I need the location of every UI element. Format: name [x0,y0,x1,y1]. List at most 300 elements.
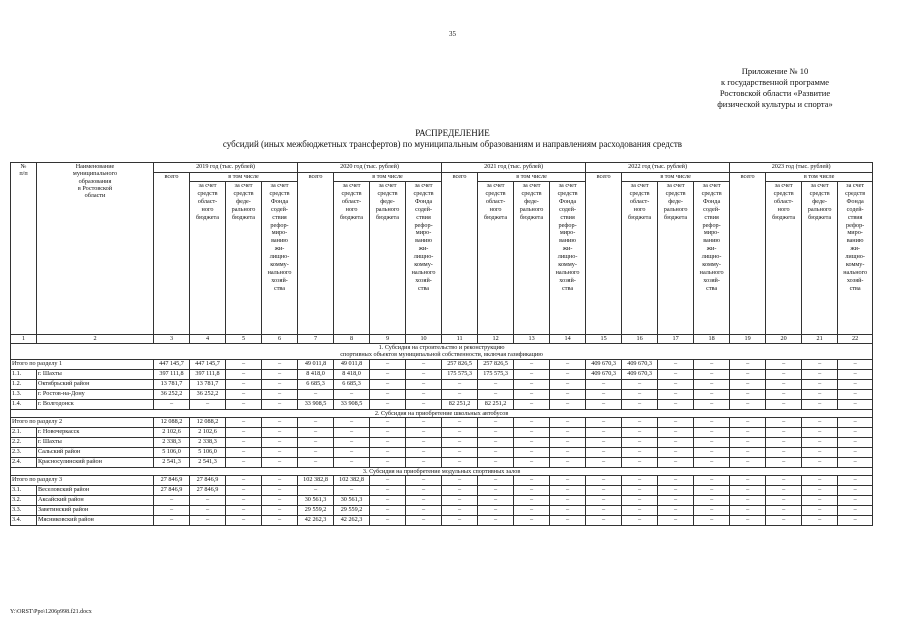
value-cell: – [550,506,586,516]
value-cell: – [766,437,802,447]
value-cell: – [838,427,873,437]
value-cell: – [622,427,658,437]
value-cell: – [802,427,838,437]
section-total-row [11,476,873,486]
value-cell: – [406,399,442,409]
header-incl: в том числе [478,173,586,182]
header-row-years [11,163,873,173]
value-cell: – [838,476,873,486]
section-total-row [11,359,873,369]
header-federal: за счет средств феде- рального бюджета [658,182,694,335]
value-cell: – [658,486,694,496]
value-cell: – [694,399,730,409]
header-total: всего [154,173,190,335]
value-cell: – [730,516,766,526]
value-cell: – [370,506,406,516]
col-number: 9 [370,335,406,344]
table-row [11,437,873,447]
value-cell: – [298,389,334,399]
value-cell: – [622,447,658,457]
value-cell: – [334,437,370,447]
value-cell: – [658,476,694,486]
header-fund: за счет средств Фонда содей- ствия рефор- миро- ванию жи- лищно- комму- нального хозяй- ства [262,182,298,335]
title-sub: субсидий (иных межбюджетных трансфертов) по муниципальным образованиям и направлениям расходования средств [222,139,683,149]
value-cell: – [406,447,442,457]
value-cell: – [550,496,586,506]
value-cell: – [622,457,658,467]
value-cell: – [658,427,694,437]
value-cell: – [766,476,802,486]
value-cell: – [694,417,730,427]
value-cell: – [514,389,550,399]
value-cell: 447 145,7 [154,359,190,369]
row-number: 1.3. [11,389,37,399]
value-cell: – [730,379,766,389]
value-cell: – [226,359,262,369]
value-cell: – [262,437,298,447]
value-cell: – [730,427,766,437]
col-number: 14 [550,335,586,344]
header-total: всего [298,173,334,335]
value-cell: – [226,496,262,506]
value-cell: – [550,417,586,427]
col-number: 21 [802,335,838,344]
value-cell: 13 781,7 [154,379,190,389]
value-cell: 5 106,0 [154,447,190,457]
value-cell: – [406,486,442,496]
value-cell: – [766,379,802,389]
value-cell: – [766,496,802,506]
value-cell: – [262,369,298,379]
value-cell: – [406,359,442,369]
value-cell: 27 846,9 [154,476,190,486]
value-cell: – [586,516,622,526]
title-main: РАСПРЕДЕЛЕНИЕ [415,128,490,138]
value-cell: – [406,369,442,379]
value-cell: – [694,496,730,506]
value-cell: – [478,476,514,486]
value-cell: – [226,437,262,447]
value-cell: – [658,457,694,467]
value-cell: – [694,379,730,389]
value-cell: – [550,476,586,486]
value-cell: – [766,427,802,437]
value-cell: 30 561,3 [334,496,370,506]
value-cell: – [478,437,514,447]
value-cell: – [334,417,370,427]
value-cell: – [298,417,334,427]
value-cell: – [226,476,262,486]
value-cell: 27 846,9 [154,486,190,496]
header-year: 2021 год (тыс. рублей) [442,163,586,173]
value-cell: – [298,437,334,447]
value-cell: – [226,516,262,526]
value-cell: – [658,359,694,369]
value-cell: – [478,417,514,427]
value-cell: – [730,369,766,379]
header-total: всего [586,173,622,335]
value-cell: – [406,476,442,486]
value-cell: – [694,457,730,467]
value-cell: – [766,506,802,516]
value-cell: – [334,447,370,457]
value-cell: – [442,437,478,447]
value-cell: – [838,486,873,496]
value-cell: – [622,437,658,447]
value-cell: – [586,486,622,496]
value-cell: 13 781,7 [190,379,226,389]
col-number: 13 [514,335,550,344]
value-cell: – [694,359,730,369]
value-cell: – [802,476,838,486]
value-cell: – [406,427,442,437]
row-number: 1.1. [11,369,37,379]
value-cell: – [370,476,406,486]
value-cell: – [550,379,586,389]
page-number: 35 [449,30,456,38]
value-cell: – [154,516,190,526]
value-cell: – [298,457,334,467]
value-cell: – [514,359,550,369]
value-cell: – [838,389,873,399]
value-cell: – [694,437,730,447]
value-cell: – [730,417,766,427]
table-row [11,399,873,409]
table-row [11,427,873,437]
table-row [11,516,873,526]
municipality-name: Мясниковский район [37,516,154,526]
value-cell: – [658,437,694,447]
value-cell: – [262,496,298,506]
header-year: 2022 год (тыс. рублей) [586,163,730,173]
value-cell: – [730,506,766,516]
header-federal: за счет средств феде- рального бюджета [226,182,262,335]
header-num: № п/п [11,163,37,335]
section-total-row [11,417,873,427]
value-cell: 2 102,6 [190,427,226,437]
value-cell: 2 102,6 [154,427,190,437]
value-cell: – [586,437,622,447]
value-cell: – [658,379,694,389]
value-cell: – [226,417,262,427]
col-number: 22 [838,335,873,344]
value-cell: – [190,496,226,506]
value-cell: – [694,389,730,399]
value-cell: – [154,399,190,409]
value-cell: – [442,417,478,427]
value-cell: – [406,506,442,516]
document-title [0,128,905,150]
header-year: 2023 год (тыс. рублей) [730,163,873,173]
value-cell: 102 382,8 [298,476,334,486]
value-cell: – [478,447,514,457]
value-cell: – [550,359,586,369]
value-cell: – [766,359,802,369]
row-number: 3.3. [11,506,37,516]
value-cell: 8 418,0 [334,369,370,379]
table-row [11,496,873,506]
value-cell: – [154,496,190,506]
value-cell: 2 541,3 [190,457,226,467]
value-cell: – [226,369,262,379]
section-total-label: Итого по разделу 1 [11,359,154,369]
value-cell: – [838,369,873,379]
value-cell: – [622,399,658,409]
value-cell: 2 338,3 [190,437,226,447]
value-cell: – [514,516,550,526]
section-title-row [11,409,873,417]
section-title-row [11,467,873,475]
value-cell: – [226,447,262,457]
appendix-note [690,66,860,110]
header-incl: в том числе [334,173,442,182]
value-cell: 8 418,0 [298,369,334,379]
value-cell: – [370,427,406,437]
value-cell: 257 826,5 [442,359,478,369]
value-cell: – [406,437,442,447]
value-cell: 30 561,3 [298,496,334,506]
value-cell: – [262,516,298,526]
value-cell: – [478,427,514,437]
value-cell: – [298,427,334,437]
value-cell: – [370,486,406,496]
col-number: 10 [406,335,442,344]
value-cell: 175 575,3 [442,369,478,379]
table-row [11,486,873,496]
col-number: 3 [154,335,190,344]
value-cell: – [838,516,873,526]
value-cell: – [406,496,442,506]
value-cell: 447 145,7 [190,359,226,369]
value-cell: – [370,359,406,369]
value-cell: – [514,486,550,496]
appendix-line-4: физической культуры и спорта» [717,99,833,109]
value-cell: – [730,359,766,369]
row-number: 2.1. [11,427,37,437]
header-federal: за счет средств феде- рального бюджета [514,182,550,335]
value-cell: – [478,506,514,516]
section-title: 3. Субсидия на приобретение модульных спортивных залов [11,467,873,475]
value-cell: – [586,379,622,389]
value-cell: – [766,516,802,526]
value-cell: – [730,457,766,467]
value-cell: – [190,516,226,526]
value-cell: – [514,447,550,457]
value-cell: – [514,399,550,409]
col-number: 18 [694,335,730,344]
value-cell: – [334,486,370,496]
value-cell: 257 826,5 [478,359,514,369]
table-row [11,389,873,399]
header-federal: за счет средств феде- рального бюджета [802,182,838,335]
header-year: 2020 год (тыс. рублей) [298,163,442,173]
value-cell: – [550,437,586,447]
value-cell: 29 559,2 [334,506,370,516]
value-cell: – [766,417,802,427]
value-cell: – [586,496,622,506]
appendix-line-1: Приложение № 10 [741,66,809,76]
value-cell: – [658,417,694,427]
col-number: 20 [766,335,802,344]
value-cell: – [406,457,442,467]
value-cell: – [586,399,622,409]
value-cell: – [514,369,550,379]
header-regional: за счет средств област- ного бюджета [190,182,226,335]
value-cell: 12 088,2 [154,417,190,427]
value-cell: – [622,486,658,496]
value-cell: – [694,486,730,496]
header-federal: за счет средств феде- рального бюджета [370,182,406,335]
value-cell: 6 685,3 [334,379,370,389]
value-cell: – [694,506,730,516]
value-cell: – [262,359,298,369]
value-cell: – [262,417,298,427]
table-row [11,506,873,516]
value-cell: – [586,506,622,516]
value-cell: – [694,447,730,457]
value-cell: – [406,379,442,389]
value-cell: 409 670,3 [622,359,658,369]
header-fund: за счет средств Фонда содей- ствия рефор- миро- ванию жи- лищно- комму- нального хозяй- ства [550,182,586,335]
value-cell: – [838,506,873,516]
value-cell: 102 382,8 [334,476,370,486]
value-cell: 409 670,3 [586,359,622,369]
col-number: 4 [190,335,226,344]
value-cell: – [550,369,586,379]
municipality-name: г. Волгодонск [37,399,154,409]
value-cell: – [226,457,262,467]
value-cell: – [622,506,658,516]
header-regional: за счет средств област- ного бюджета [622,182,658,335]
municipality-name: Аксайский район [37,496,154,506]
section-total-label: Итого по разделу 3 [11,476,154,486]
value-cell: – [334,389,370,399]
header-incl: в том числе [766,173,873,182]
value-cell: – [478,457,514,467]
value-cell: – [442,506,478,516]
col-number: 12 [478,335,514,344]
value-cell: – [550,389,586,399]
value-cell: – [226,486,262,496]
value-cell: – [802,359,838,369]
value-cell: – [550,447,586,457]
value-cell: 27 846,9 [190,476,226,486]
value-cell: – [586,457,622,467]
header-regional: за счет средств област- ного бюджета [478,182,514,335]
value-cell: – [802,457,838,467]
value-cell: – [370,369,406,379]
value-cell: – [190,506,226,516]
header-regional: за счет средств област- ного бюджета [766,182,802,335]
header-fund: за счет средств Фонда содей- ствия рефор- миро- ванию жи- лищно- комму- нального хозяй- ства [694,182,730,335]
value-cell: – [442,457,478,467]
value-cell: – [730,389,766,399]
value-cell: – [838,437,873,447]
value-cell: 397 111,8 [154,369,190,379]
col-number: 17 [658,335,694,344]
value-cell: – [586,427,622,437]
col-number: 19 [730,335,766,344]
value-cell: – [550,427,586,437]
value-cell: – [370,447,406,457]
value-cell: – [658,496,694,506]
value-cell: – [586,389,622,399]
value-cell: – [658,399,694,409]
table-row [11,457,873,467]
value-cell: – [154,506,190,516]
value-cell: – [694,476,730,486]
value-cell: – [442,447,478,457]
value-cell: – [442,427,478,437]
file-path-footer: Y:\ORST\Ppo\1206p998.f21.docx [10,609,92,615]
value-cell: – [514,496,550,506]
header-fund: за счет средств Фонда содей- ствия рефор- миро- ванию жи- лищно- комму- нального хозяй- ства [838,182,873,335]
value-cell: – [226,379,262,389]
value-cell: – [658,516,694,526]
distribution-table [10,162,873,526]
value-cell: – [838,457,873,467]
value-cell: – [730,496,766,506]
value-cell: – [766,389,802,399]
col-number: 6 [262,335,298,344]
value-cell: – [370,389,406,399]
value-cell: – [730,437,766,447]
value-cell: – [802,437,838,447]
value-cell: – [226,506,262,516]
value-cell: 2 541,3 [154,457,190,467]
value-cell: 82 251,2 [442,399,478,409]
value-cell: – [262,379,298,389]
header-incl: в том числе [190,173,298,182]
col-number: 16 [622,335,658,344]
value-cell: – [694,369,730,379]
value-cell: – [370,399,406,409]
header-total: всего [442,173,478,335]
value-cell: 33 908,5 [298,399,334,409]
value-cell: – [334,457,370,467]
header-regional: за счет средств област- ного бюджета [334,182,370,335]
value-cell: – [262,486,298,496]
value-cell: – [802,379,838,389]
value-cell: – [766,399,802,409]
value-cell: – [226,389,262,399]
municipality-name: г. Новочеркасск [37,427,154,437]
value-cell: – [766,447,802,457]
value-cell: – [622,389,658,399]
value-cell: – [370,457,406,467]
value-cell: 42 262,3 [334,516,370,526]
value-cell: 5 106,0 [190,447,226,457]
value-cell: – [262,457,298,467]
value-cell: – [730,486,766,496]
row-number: 1.4. [11,399,37,409]
municipality-name: г. Ростов-на-Дону [37,389,154,399]
header-total: всего [730,173,766,335]
value-cell: – [838,359,873,369]
value-cell: – [658,369,694,379]
value-cell: – [550,486,586,496]
value-cell: – [442,496,478,506]
section-title: 2. Субсидия на приобретение школьных автобусов [11,409,873,417]
value-cell: – [478,389,514,399]
value-cell: – [298,447,334,457]
value-cell: – [442,379,478,389]
value-cell: – [766,457,802,467]
value-cell: – [622,379,658,389]
value-cell: – [514,417,550,427]
municipality-name: Заветинский район [37,506,154,516]
value-cell: – [370,437,406,447]
